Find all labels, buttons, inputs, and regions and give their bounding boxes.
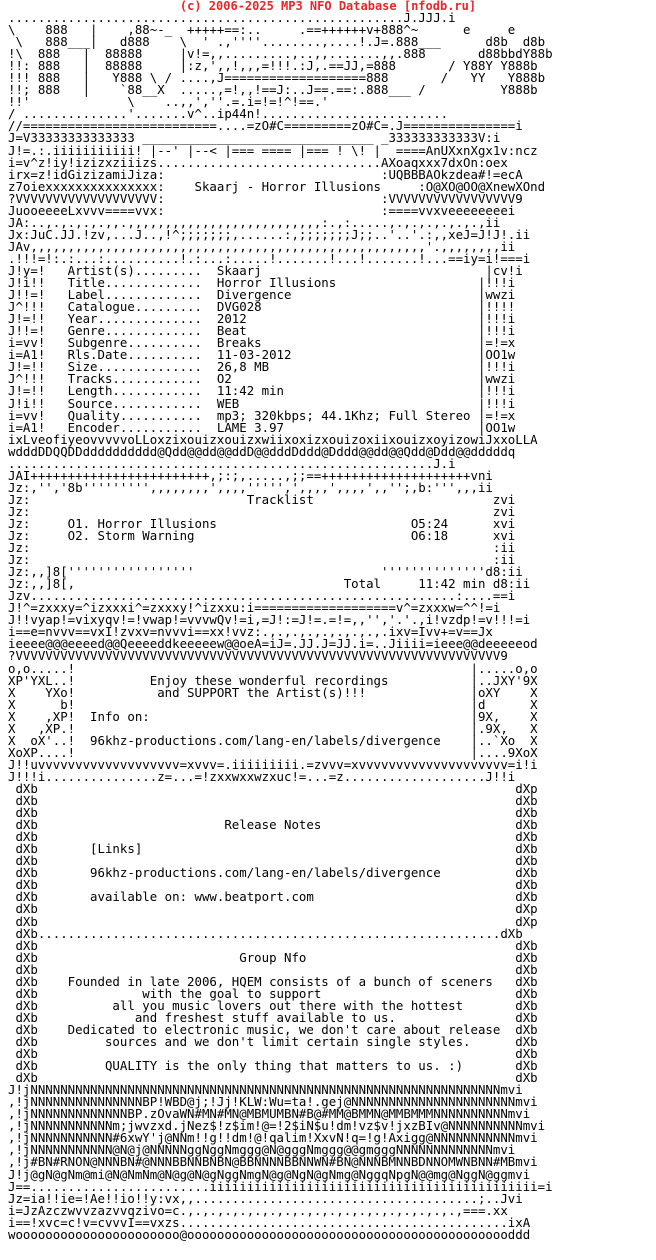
site-header-link[interactable]: (c) 2006-2025 MP3 NFO Database [nfodb.ru] [179, 0, 477, 13]
nfo-ascii-document: .....................................................J.JJJ.i \ 888 | ,88~-_ +++++==:.. .==++++++v+888^~ e e \ 888___| d888 \ ' .,''''........,....!.J=.888___ d8b d8b !\ 888 | 88888 |v!=,,.........,..,,.......,,.888 d88bbdY88b !!: 888 | 88888 |:z,',,!,,,=!!!.:J,.==JJ,=888 / Y88Y Y888b !!! 888 | Y888 \ / ....,J===================888 / YY Y888b !!; 888 | `88__X .....,=!,,!==J:..J==.==:.888___ / Y888b !!' \ ..,,',''.=.i=!=!^!==.' / ..............'.......v^..ip44n!......................... //==========================....=zO#C=========zO#C=.J===============i J=V33333333333333 _______________________________ _333333333333V:i J!=.:.iiiiiiiiiii! |--' |--< |=== ==== |=== ! \! | ====AnUXxnXgx1v:ncz i=v^z!iy!izizxziiizs..............................AXoaqxxx7dxOn:oex irx=z!idGizizamiJiza: :UQBBBAOkzdea#!=ecA z7oiexxxxxxxxxxxxxxx: Skaarj - Horror Illusions :O@XO@OO@XnewXOnd ?VVVVVVVVVVVVVVVVVVV: :VVVVVVVVVVVVVVVVV9 JuooeeeeLxvvv====vvx: :====vvxveeeeeeeei JA:..,.,.,.,.,,.,,,,,,,,,,,,,,,,,,,,,,,,,,:.,:.....,.,.,.,.,.,.,ii Jx:JuC.JJ.!zv,...J..,!^;;;;;;;,......:,;;;;;;;J;;..'..'.:,,xeJ=J!J!.ii JAv,,,,,,,,,,,,,,,,,,,,,,,,,,,,,,,,,,,,,,,,,,,,,,,,,,,,,'.,,,,,,,,ii .!!!=!:.:...:..........!.:...:.....!.......!...!.......!...==iy=i!===i J!y=! Artist(s)......... Skaarj |cv!i J!i!! Title............. Horror Illusions |!!!i J!!=! Label............. Divergence |wwzi J^!!! Catalogue......... DVG028 |!!!! J!=!! Year.............. 2012 |!!!i J!!=! Genre............. Beat |!!!i i=vv! Subgenre.......... Breaks |=!=x i=A1! Rls.Date.......... 11-03-2012 |OO1w J!=!! Size.............. 26,8 MB |!!!i J^!!! Tracks............ O2 |wwzi J!=!! Length............ 11:42 min |!!!i J!i!! Source............ WEB |!!!i i=vv! Quality........... mp3; 320kbps; 44.1Khz; Full Stereo |=!=x i=A1! Encoder........... LAME 3.97 |OO1w ixLveofiyeovvvvvoLLoxzixouizxouizxwiixoxizxouizoxiixouizxoyizowiJxxoLLA wdddDDQQDDdddddddddd@Qdd@@dd@@ddD@@dddDddd@Dddd@@dd@@Qdd@Ddd@@dddddq .........................................................J.i JAI++++++++++++++++++++++++,;:;,.....,;;==++++++++++++++++++++vni Jz:,'','8b''''''''',,,,,,,,',,,,''''',',,,,',,,,',,'';,b:''',,,ii Jz: Tracklist zvi Jz: zvi Jz: O1. Horror Illusions O5:24 xvi Jz: O2. Storm Warning O6:18 xvi Jz: :ii Jz: :ii Jz:,,]8[''''''''''''''''' ''''''''''''''d8:ii Jz:,,]8[, Total 11:42 min d8:ii Jzv.........................................................:....==i J!^=zxxxy=^izxxxi^=zxxxy!^izxxu:i===================v^=zxxxw=^^!=i J!!vyap!=vixyqv!=!vwap!=vvvwQv!=i,=J!:=J!=.=!=,,'','.'.,i!vzdp!=v!!!=i i==e=nvvv==vxI!zvxv=nvvvi==xx!vvz:.,.,.,.,.,.,.,.,.ixv=Ivv+=v==Jx ieeee@@@eeeed@@Qeeeeddkeeeeew@@oeA=iJ=.JJ.J=JJ.i=..Jiiii=ieee@@deeeeeod ?VVVVVVVVVVVVVVVVVVVVVVVVVVVVVVVVVVVVVVVVVVVVVVVVVVVVVVVVVVVVVVVVV9 o,o.....! |.....o,o XP'YXL..! Enjoy these wonderful recordings |..JXY'9X X YXo! and SUPPORT the Artist(s)!!! |oXY X X b! |d X X ,XP! Info on: |9X, X X ,XP.! |.9X, X X oX'..! 96khz-productions.com/lang-en/labels/divergence |..`Xo X XoXP....! |....9XoX J!!uvvvvvvvvvvvvvvvvvvv=xvvv=.iiiiiiiii.=zvvv=xvvvvvvvvvvvvvvvvvvvv=i!i J!!!i...............z=...=!zxxwxxwzxuc!=...=z...................J!!i dXb dXp dXb dXb dXb dXb dXb Release Notes dXb dXb dXb dXb [Links] dXb dXb dXb dXb 96khz-productions.com/lang-en/labels/divergence dXb dXb dXb dXb available on: www.beatport.com dXb dXb dXp dXb dXp dXb..............................................................dXb dXb dXb dXb Group Nfo dXb dXb dXb dXb Founded in late 2006, HQEM consists of a bunch of sceners dXb dXb with the goal to support dXb dXb all you music lovers out there with the hottest dXb dXb and freshest stuff available to us. dXb dXb Dedicated to electronic music, we don't care about release dXb dXb sources and we don't limit certain single styles. dXb dXb dXb dXb QUALITY is the only thing that matters to us. :) dXb dXb dXb J!jNNNNNNNNNNNNNNNNNNNNNNNNNNNNNNNNNNNNNNNNNNNNNNNNNNNNNNNNNNNNNNNmvi ,!jNNNNNNNNNNNNNNNBP!WBD@j;!Jj!KLW:Wu=ta!.gej@NNNNNNNNNNNNNNNNNNNNNNmvi ,!jNNNNNNNNNNNNNBP.zOvaWN#MN#MN@MBMUMBN#B@#MM@BMMN@MMBMMMNNNNNNNNNNmvi ,!jNNNNNNNNNNNm;jwvzxd.jNez$!z$im!@=!2$iN$u!dm!vz$v!jxzBIv@NNNNNNNNNNmvi ,!jNNNNNNNNNNN#6xwY'j@NNm!!g!!dm!@!qalim!XxvN!q=!g!Axigg@NNNNNNNNNNNmvi ,!jNNNNNNNNNNN@N@j@NNNNNggNggNmggg@N@gggNmggg@@gmgggNNNNNNNNNNNNNmvi ,!j#BN#RNON@NNNBN#@NNNBBNNBNBN@BBNNNNBBNNWN#BN@NNNBMNNBDNNOMWNBNN#MBmvi J!j@gN@gNm@mi@N@NmNm@N@g@N@gNggNmgN@g@NgN@gNmg@NggqNpgN@@mg@NggN@ggmvi J==........................iiiiiiiiiiiiiiiiiiiiiiiiiiiiiiiiiiiiiiiiiiii=i Jz=ia!!ie=!Ae!!io!!y:vx,,......................................;..Jvi i=JzAzczwvvzazvvqzivo=c.,.,.,.,.,.,.,.,.,.,.,.,.,.,.,.,.,.,.,===.xx i==!xvc=c!v=cvvvI==vxzs............................................ixA woooooooooooooooooooooo@oooooooooooooooooooooooooooooooooooooooooooddd [8, 10, 553, 1242]
